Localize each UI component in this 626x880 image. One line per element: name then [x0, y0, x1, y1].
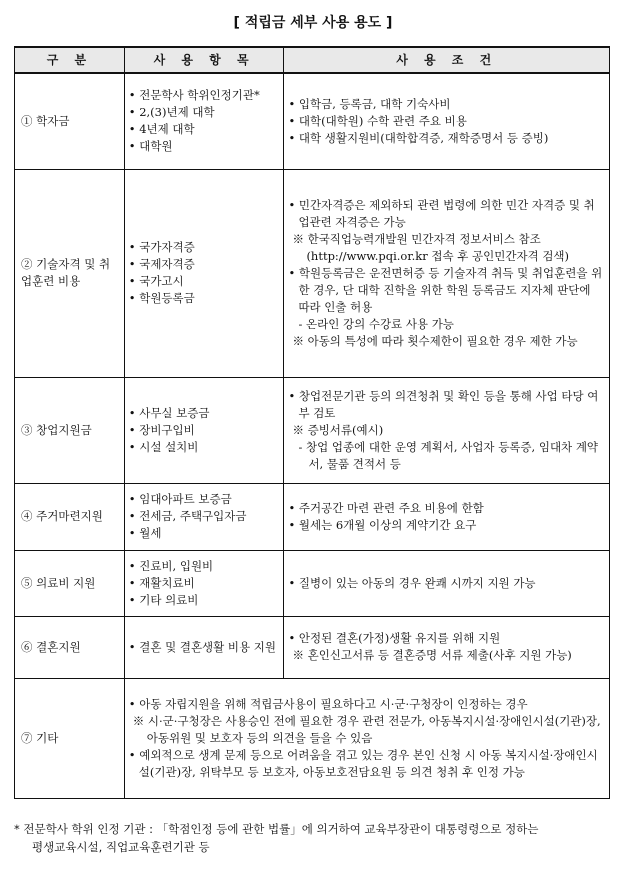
note-item: ※ 시·군·구청장은 사용승인 전에 필요한 경우 관련 전문가, 아동복지시설·장애인시설(기관)장, 아동위원 및 보호자 등의 의견을 들을 수 있음 [132, 713, 601, 745]
list-item: • 대학(대학원) 수학 관련 주요 비용 [288, 113, 467, 128]
list-item: • 질병이 있는 아동의 경우 완쾌 시까지 지원 가능 [288, 575, 536, 590]
row-conditions [124, 678, 609, 798]
list-item: • 2,(3)년제 대학 [128, 105, 215, 120]
list-item: • 임대아파트 보증금 [128, 492, 232, 506]
footnote-line: * 전문학사 학위 인정 기관 : 「학점인정 등에 관한 법률」에 의거하여 교육부장관이 대통령령으로 정하는 [14, 822, 539, 836]
table-row [15, 678, 610, 798]
header-category: 구 분 [15, 47, 125, 73]
list-item: • 진료비, 입원비 [128, 558, 214, 573]
row-conditions [284, 73, 610, 169]
list-item: • 국가자격증 [128, 240, 195, 254]
page-title: [ 적립금 세부 사용 용도 ] [233, 15, 393, 31]
list-item: • 창업전문기관 등의 의견청취 및 확인 등을 통해 사업 타당 여부 검토 [288, 388, 599, 420]
table-row [15, 377, 610, 483]
row-conditions [284, 377, 610, 483]
row-category: ③ 창업지원금 [15, 377, 125, 483]
list-item: • 시설 설치비 [128, 439, 199, 454]
list-item: • 4년제 대학 [128, 122, 195, 137]
row-conditions [284, 169, 610, 377]
list-item: • 재활치료비 [128, 575, 195, 590]
row-category: ⑦ 기타 [15, 678, 125, 798]
footnote-line: 평생교육시설, 직업교육훈련기관 등 [32, 840, 210, 854]
footnote [14, 820, 614, 856]
row-items [124, 73, 284, 169]
list-item: • 기타 의료비 [128, 592, 199, 607]
list-item: • 입학금, 등록금, 대학 기숙사비 [288, 96, 451, 111]
list-item: • 아동 자립지원을 위해 적립금사용이 필요하다고 시·군·구청장이 인정하는 경우 [128, 696, 528, 711]
list-item: • 대학원 [128, 139, 173, 154]
row-category: ⑤ 의료비 지원 [15, 550, 125, 616]
table-row [15, 73, 610, 169]
sub-item: - 창업 업종에 대한 운영 계획서, 사업자 등록증, 임대차 계약서, 물품 견적서 등 [298, 439, 599, 471]
list-item: • 사무실 보증금 [128, 405, 210, 420]
list-item: • 국제자격증 [128, 257, 195, 271]
header-conditions: 사 용 조 건 [284, 47, 610, 73]
row-items [124, 550, 284, 616]
list-item: • 대학 생활지원비(대학합격증, 재학증명서 등 증빙) [288, 130, 549, 145]
row-category: ① 학자금 [15, 73, 125, 169]
list-item: • 장비구입비 [128, 422, 195, 437]
row-items [124, 169, 284, 377]
table-row [15, 550, 610, 616]
row-category: ④ 주거마련지원 [15, 483, 125, 550]
list-item: • 월세 [128, 526, 162, 540]
list-item: • 전세금, 주택구입자금 [128, 509, 247, 523]
list-item: • 전문학사 학위인정기관* [128, 88, 260, 103]
note-item: ※ 혼인신고서류 등 결혼증명 서류 제출(사후 지원 가능) [292, 648, 572, 662]
list-item: • 국가고시 [128, 274, 184, 288]
list-item: • 월세는 6개월 이상의 계약기간 요구 [288, 517, 477, 532]
row-category: ② 기술자격 및 취업훈련 비용 [15, 169, 125, 377]
sub-item: - 온라인 강의 수강료 사용 가능 [298, 316, 454, 331]
table-row [15, 169, 610, 377]
list-item: • 결혼 및 결혼생활 비용 지원 [128, 639, 277, 654]
list-item: • 학원등록금은 운전면허증 등 기술자격 취득 및 취업훈련을 위한 경우, 단 대학 진학을 위한 학원 등록금도 지자체 판단에 따라 인출 허용 [288, 265, 603, 314]
list-item: • 민간자격증은 제외하되 관련 법령에 의한 민간 자격증 및 취업관련 자격증은 가능 [288, 197, 595, 229]
row-conditions [284, 616, 610, 678]
note-item: ※ 아동의 특성에 따라 횟수제한이 필요한 경우 제한 가능 [292, 333, 578, 348]
note-item: ※ 증빙서류(예시) [292, 422, 384, 437]
list-item: • 안정된 결혼(가정)생활 유지를 위해 지원 [288, 631, 501, 645]
row-conditions [284, 550, 610, 616]
list-item: • 학원등록금 [128, 291, 195, 305]
note-item: ※ 한국직업능력개발원 민간자격 정보서비스 참조 (http://www.pqi.or.kr 접속 후 공인민간자격 검색) [292, 231, 570, 263]
row-category: ⑥ 결혼지원 [15, 616, 125, 678]
row-items [124, 616, 284, 678]
row-items [124, 483, 284, 550]
header-items: 사 용 항 목 [124, 47, 284, 73]
table-row [15, 616, 610, 678]
row-conditions [284, 483, 610, 550]
header-row [15, 47, 610, 73]
usage-table [14, 46, 610, 799]
table-row [15, 483, 610, 550]
list-item: • 주거공간 마련 관련 주요 비용에 한함 [288, 500, 484, 515]
list-item: • 예외적으로 생계 문제 등으로 어려움을 겪고 있는 경우 본인 신청 시 아동 복지시설·장애인시설(기관)장, 위탁부모 등 보호자, 아동보호전담요원 등 의견 청취 후 인정 가능 [128, 747, 598, 779]
row-items [124, 377, 284, 483]
